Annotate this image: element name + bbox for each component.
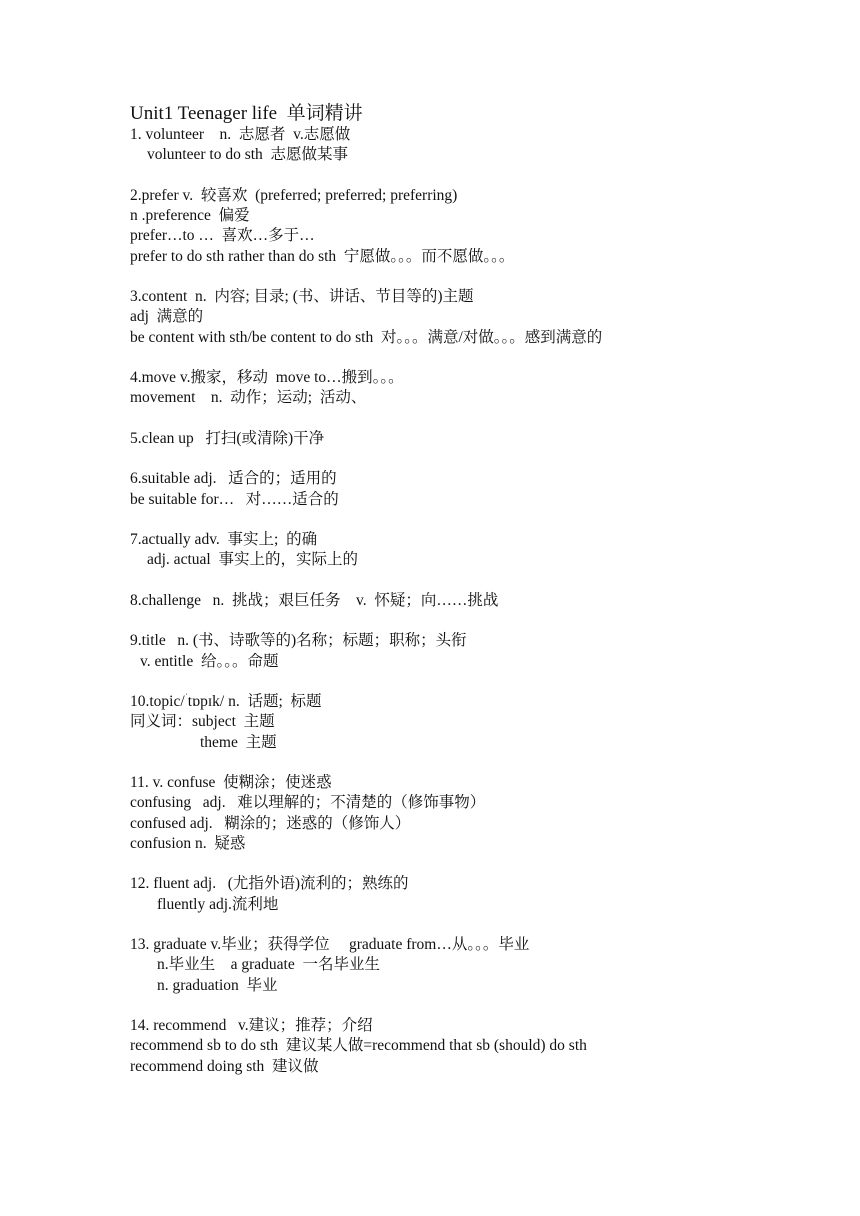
- spacer: [130, 409, 830, 429]
- entry-14-phrase: recommend sb to do sth 建议某人做=recommend that sb (should) do sth: [130, 1037, 587, 1055]
- spacer: [130, 996, 830, 1016]
- entry-13-noun: n. graduation 毕业: [157, 976, 278, 994]
- spacer: [130, 510, 830, 530]
- stress-mark: ˈ: [184, 692, 188, 702]
- entry-4-noun: movement n. 动作；运动; 活动、: [130, 389, 367, 407]
- spacer: [130, 915, 830, 935]
- spacer: [130, 348, 830, 368]
- entry-1-headword: 1. volunteer n. 志愿者 v.志愿做: [130, 126, 351, 143]
- spacer: [130, 571, 830, 591]
- entry-2-phrase: prefer to do sth rather than do sth 宁愿做。。。而不愿做。。。: [130, 247, 515, 265]
- entry-1-phrase: volunteer to do sth 志愿做某事: [147, 146, 349, 164]
- entry-14-phrase: recommend doing sth 建议做: [130, 1057, 319, 1075]
- spacer: [130, 611, 830, 631]
- entry-2-noun: n .preference 偏爱: [130, 207, 250, 224]
- entry-4-headword: 4.move v.搬家，移动 move to…搬到。。。: [130, 369, 404, 386]
- entry-11-headword: 11. v. confuse 使糊涂；使迷惑: [130, 774, 332, 791]
- entry-6-headword: 6.suitable adj. 适合的；适用的: [130, 470, 337, 488]
- entry-10-word: 10.topic/: [130, 693, 185, 710]
- entry-6-phrase: be suitable for… 对……适合的: [130, 490, 339, 508]
- entry-3-phrase: be content with sth/be content to do sth 对。。。满意/对做。。。感到满意的: [130, 328, 603, 346]
- entry-3-headword: 3.content n. 内容; 目录; (书、讲话、节目等的)主题: [130, 288, 474, 305]
- spacer: [130, 854, 830, 874]
- entry-2-phrase: prefer…to … 喜欢…多于…: [130, 227, 315, 245]
- entry-13-noun: n.毕业生 a graduate 一名毕业生: [157, 956, 380, 974]
- document-body: [130, 103, 830, 1077]
- spacer: [130, 753, 830, 773]
- entry-12-headword: 12. fluent adj. (尤指外语)流利的；熟练的: [130, 875, 409, 893]
- spacer: [130, 267, 830, 287]
- spacer: [130, 672, 830, 692]
- entry-12-adverb: fluently adj.流利地: [157, 895, 279, 913]
- entry-11-adjective: confused adj. 糊涂的；迷惑的（修饰人）: [130, 814, 411, 832]
- entry-5-headword: 5.clean up 打扫(或清除)干净: [130, 429, 325, 447]
- spacer: [130, 166, 830, 186]
- entry-11-adjective: confusing adj. 难以理解的；不清楚的（修饰事物）: [130, 794, 486, 812]
- entry-7-adjective: adj. actual 事实上的，实际上的: [147, 551, 358, 569]
- spacer: [130, 449, 830, 469]
- entry-10-phonetic: tɒpɪk/ n. 话题; 标题: [187, 693, 322, 710]
- entry-10-headword: [130, 692, 830, 712]
- entry-8-headword: 8.challenge n. 挑战；艰巨任务 v. 怀疑；向……挑战: [130, 591, 499, 609]
- entry-11-noun: confusion n. 疑惑: [130, 834, 246, 852]
- entry-7-headword: 7.actually adv. 事实上; 的确: [130, 531, 318, 548]
- entry-2-headword: 2.prefer v. 较喜欢 (preferred; preferred; preferring): [130, 186, 458, 204]
- entry-13-headword: 13. graduate v.毕业；获得学位 graduate from…从。。。毕业: [130, 936, 530, 953]
- entry-9-verb: v. entitle 给。。。命题: [140, 652, 279, 670]
- entry-3-adjective: adj 满意的: [130, 308, 204, 326]
- entry-9-headword: 9.title n. (书、诗歌等的)名称；标题；职称；头衔: [130, 632, 467, 650]
- document-title: Unit1 Teenager life 单词精讲: [130, 103, 363, 124]
- entry-10-synonym: theme 主题: [200, 733, 277, 751]
- entry-14-headword: 14. recommend v.建议；推荐；介绍: [130, 1017, 373, 1034]
- entry-10-synonym: 同义词：subject 主题: [130, 713, 275, 731]
